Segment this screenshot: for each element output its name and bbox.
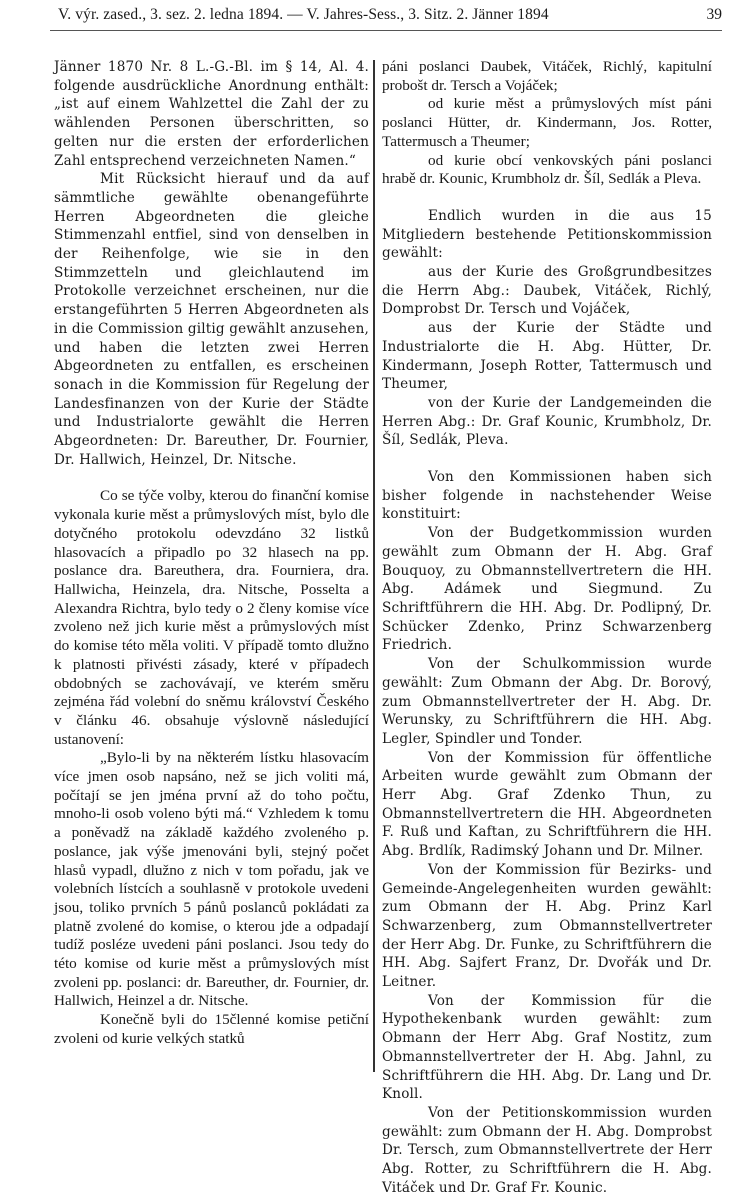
paragraph: Mit Rücksicht hierauf und da auf sämmtliche gewählte obenangeführte Herren Abgeordneten die gleiche Stimmenzahl entfiel, sind von denselben in der Reihenfolge, wie sie in den Stimmzetteln und gleichlautend im Protokolle verzeichnet erscheinen, nur die erstangeführten 5 Herren Abgeordneten als in die Commission giltig gewählt anzusehen, und haben die letzten zwei Herren Abgeordneten zu entfallen, es erscheinen sonach in die Kommission für Regelung der Landesfinanzen von der Kurie der Städte und Industrialorte gewählt die Herren Abgeordneten: Dr. Bareuther, Dr. Fournier, Dr. Hallwich, Heinzel, Dr. Nitsche.: [54, 171, 369, 468]
paragraph: Von der Kommission für öffentliche Arbeiten wurde gewählt zum Obmann der Herr Abg. Graf Zdenko Thun, zu Obmannstellvertretern die HH. Abgeordneten F. Ruß und Kaftan, zu Schriftführern die HH. Abg. Brdlík, Radimský Johann und Dr. Milner.: [382, 749, 712, 860]
paragraph: von der Kurie der Landgemeinden die Herren Abg.: Dr. Graf Kounic, Krumbholz, Dr. Šíl, Sedlák, Pleva.: [382, 394, 712, 449]
paragraph: Konečně byli do 15členné komise petiční zvoleni od kurie velkých statků: [54, 1011, 369, 1047]
right-column: [382, 58, 712, 1197]
paragraph: aus der Kurie des Großgrundbesitzes die Herrn Abg.: Daubek, Vitáček, Richlý, Domprobst Dr. Tersch und Vojáček,: [382, 264, 712, 318]
paragraph: páni poslanci Daubek, Vitáček, Richlý, kapitulní probošt dr. Tersch a Vojáček;: [382, 58, 712, 94]
paragraph: „Bylo-li by na některém lístku hlasovacím více jmen osob napsáno, než se jich voliti má, počítají se jen jména první až do toho počtu, mnoho-li osob voleno býti má.“ Vzhledem k tomu a poněvadž na základě každého zvoleného p. poslance, jak výše jmenováni byli, stejný počet hlasů vypadl, dlužno z nich v tom pořadu, jak ve volebních lístcích a souhlasně v protokole uvedeni jsou, toliko prvních 5 pánů poslanců pokládati za platně zvolené do komise, o kterou jde a odpadají tudíž posléze uvedeni páni poslanci. Jsou tedy do této komise od kurie měst a průmyslových míst zvoleni pp. poslanci: dr. Bareuther, dr. Fournier, dr. Hallwich, Heinzel a dr. Nitsche.: [54, 749, 369, 1010]
paragraph: od kurie měst a průmyslových míst páni poslanci Hütter, dr. Kindermann, Jos. Rotter, Tattermusch a Theumer;: [382, 95, 712, 150]
paragraph: aus der Kurie der Städte und Industrialorte die H. Abg. Hütter, Dr. Kindermann, Joseph Rotter, Tattermusch und Theumer,: [382, 320, 712, 393]
paragraph: Endlich wurden in die aus 15 Mitgliedern bestehende Petitionskommission gewählt:: [382, 207, 712, 262]
paragraph: Jänner 1870 Nr. 8 L.-G.-Bl. im § 14, Al. 4. folgende ausdrückliche Anordnung enthält: „ist auf einem Wahlzettel die Zahl der zu wählenden Personen überschritten, so gelten nur die ersten der erforderlichen Zahl entsprechend verzeichneten Namen.“: [54, 59, 369, 169]
paragraph: od kurie obcí venkovských páni poslanci hrabě dr. Kounic, Krumbholz dr. Šíl, Sedlák a Pleva.: [382, 151, 712, 188]
running-head: V. výr. zased., 3. sez. 2. ledna 1894. — V. Jahres-Sess., 3. Sitz. 2. Jänner 1894: [58, 6, 549, 23]
left-column: [54, 58, 369, 1049]
paragraph: Co se týče volby, kterou do finanční komise vykonala kurie měst a průmyslových míst, bylo dle dotyčného protokolu odevzdáno 32 listků hlasovacích a připadlo po 32 hlasech na pp. poslance dra. Bareuthera, dra. Fourniera, dra. Hallwicha, Heinzela, dra. Nitsche, Posselta a Alexandra Richtra, bylo tedy o 2 členy komise více zvoleno než jich kurie měst a průmyslových míst do komise této měla voliti. V případě tomto dlužno k platnosti přivésti zásady, které v případech obdobných se zachovávají, ve kterém směru zejména řád volební do sněmu království Českého v článku 46. obsahuje výslovně následující ustanovení:: [54, 487, 369, 748]
paragraph: Von der Kommission für die Hypothekenbank wurden gewählt: zum Obmann der Herr Abg. Graf Nostitz, zum Obmannstellvertreter der H. Abg. Jahnl, zu Schriftführern die HH. Abg. Dr. Lang und Dr. Knoll.: [382, 992, 712, 1103]
paragraph: Von der Schulkommission wurde gewählt: Zum Obmann der Abg. Dr. Borový, zum Obmannstellvertreter der H. Abg. Dr. Werunsky, zu Schriftführern die HH. Abg. Legler, Spindler und Tonder.: [382, 656, 712, 747]
paragraph: Von der Kommission für Bezirks- und Gemeinde-Angelegenheiten wurden gewählt: zum Obmann der H. Abg. Prinz Karl Schwarzenberg, zum Obmannstellvertreter der Herr Abg. Dr. Funke, zu Schriftführern die HH. Abg. Sajfert Franz, Dr. Dvořák und Dr. Leitner.: [382, 861, 712, 991]
column-divider: [373, 60, 375, 1072]
paragraph: Von der Budgetkommission wurden gewählt zum Obmann der H. Abg. Graf Bouquoy, zu Obmannstellvertretern die HH. Abg. Adámek und Siegmund. Zu Schriftführern die HH. Abg. Dr. Podlipný, Dr. Schücker Zdenko, Prinz Schwarzenberg Friedrich.: [382, 525, 712, 654]
page-header: [50, 2, 722, 31]
paragraph: Von der Petitionskommission wurden gewählt: zum Obmann der H. Abg. Domprobst Dr. Tersch, zum Obmannstellvertrete der Herr Abg. Rotter, zu Schriftführern die H. Abg. Vitáček und Dr. Graf Fr. Kounic.: [382, 1104, 712, 1196]
page-number: 39: [706, 6, 722, 23]
paragraph: Von den Kommissionen haben sich bisher folgende in nachstehender Weise konstituirt:: [382, 469, 712, 523]
